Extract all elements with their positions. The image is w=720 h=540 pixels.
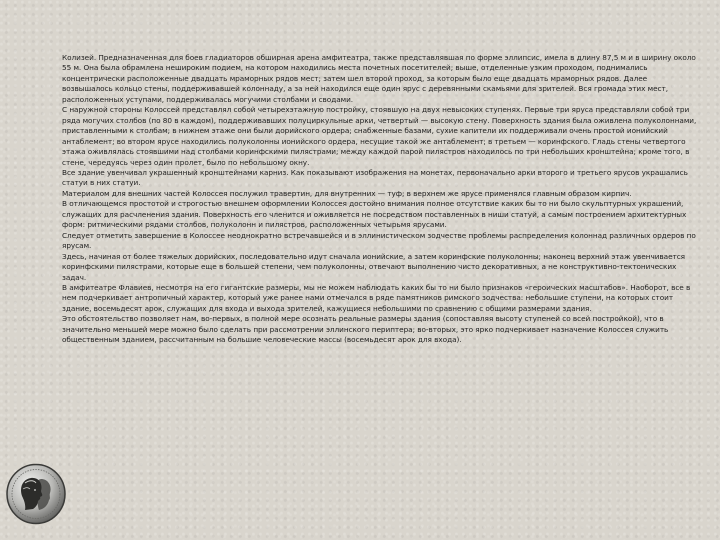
paragraph: Следует отметить завершение в Колоссее неоднократно встречавшейся и в эллинистическом зодчестве проблемы распределения колоннад различных ордеров по ярусам. [62, 230, 696, 251]
article-text [62, 53, 698, 346]
paragraph: В амфитеатре Флавиев, несмотря на его гигантские размеры, мы не можем наблюдать каких бы то ни было признаков «героических масштабов». Наоборот, все в нем подчеркивает антропичный характер, который уже ранее нами отмечался в ряде памятников римского зодчества: небольшие ступени, на которых стоит здание, восемьдесят арок, служащих для входа и выхода зрителей, кажущиеся небольшими по сравнению с общими размерами здания. [62, 282, 691, 313]
paragraph: Это обстоятельство позволяет нам, во-первых, в полной мере осознать реальные размеры здания (сопоставляя высоту ступеней со всей постройкой), что в значительно меньшей мере можно было сделать при рассмотрении эллинского периптера; во-вторых, это ярко подчеркивает назначение Колоссея служить общественным зданием, рассчитанным на большие человеческие массы (восемьдесят арок для входа). [62, 314, 669, 345]
coin-icon [5, 463, 67, 525]
paragraph: С наружной стороны Колоссей представлял собой четырехэтажную постройку, стоявшую на двух невысоких ступенях. Первые три яруса представляли собой три ряда могучих столбов (по 80 в каждом), поддерживавших полуциркульные арки, четвертый — высокую стену. Поверхность здания была оживлена полуколоннами, приставленными к столбам; в нижнем этаже они были дорийского ордера; снабженные базами, сухие капители их поддерживали очень простой ионийский антаблемент; во втором ярусе находились полуколонны ионийского ордера, несущие такой же антаблемент; в третьем — коринфского. Гладь стены четвертого этажа оживлялась стоявшими над столбами коринфскими пилястрами; между каждой парой пилястров находилось по три небольших кронштейна; кроме того, в стене, чередуясь через один пролет, было по небольшому окну. [62, 105, 697, 167]
paragraph: Здесь, начиная от более тяжелых дорийских, последовательно идут сначала ионийские, а затем коринфские полуколонны; наконец верхний этаж увенчивается коринфскими пилястрами, которые еще в большей степени, чем полуколонны, отвечают выполнению чисто декоративных, а не конструктивно-тектонических задач. [62, 251, 686, 282]
paragraph: Материалом для внешних частей Колоссея послужил травертин, для внутренних — туф; в верхнем же ярусе применялся главным образом кирпич. [62, 188, 632, 198]
paragraph: Все здание увенчивал украшенный кронштейнами карниз. Как показывают изображения на монетах, первоначально арки второго и третьего ярусов украшались статуи в них статуи. [62, 167, 688, 188]
paragraph: В отличающемся простотой и строгостью внешнем оформлении Колоссея достойно внимания полное отсутствие каких бы то ни было скульптурных украшений, служащих для расчленения здания. Поверхность его членится и оживляется не посредством поставленных в ниши статуй, а самым построением архитектурных форм: ритмическими рядами столбов, полуколонн и пилястров, расположенных четырьмя ярусами. [62, 199, 687, 230]
paragraph: Колизей. Предназначенная для боев гладиаторов обширная арена амфитеатра, также представлявшая по форме эллипсис, имела в длину 87,5 м и в ширину около 55 м. Она была обрамлена нешироким подием, на котором находились места почетных посетителей; выше, отделенные узким проходом, поднимались концентрически расположенные двадцать мраморных рядов мест; затем шел второй проход, за которым было еще двадцать мраморных рядов. Далее возвышалось кольцо стены, поддерживавшей колоннаду, а за ней находился еще один ярус с деревянными скамьями для зрителей. Вся громада этих мест, расположенных уступами, поддерживалась могучими столбами и сводами. [62, 53, 696, 104]
